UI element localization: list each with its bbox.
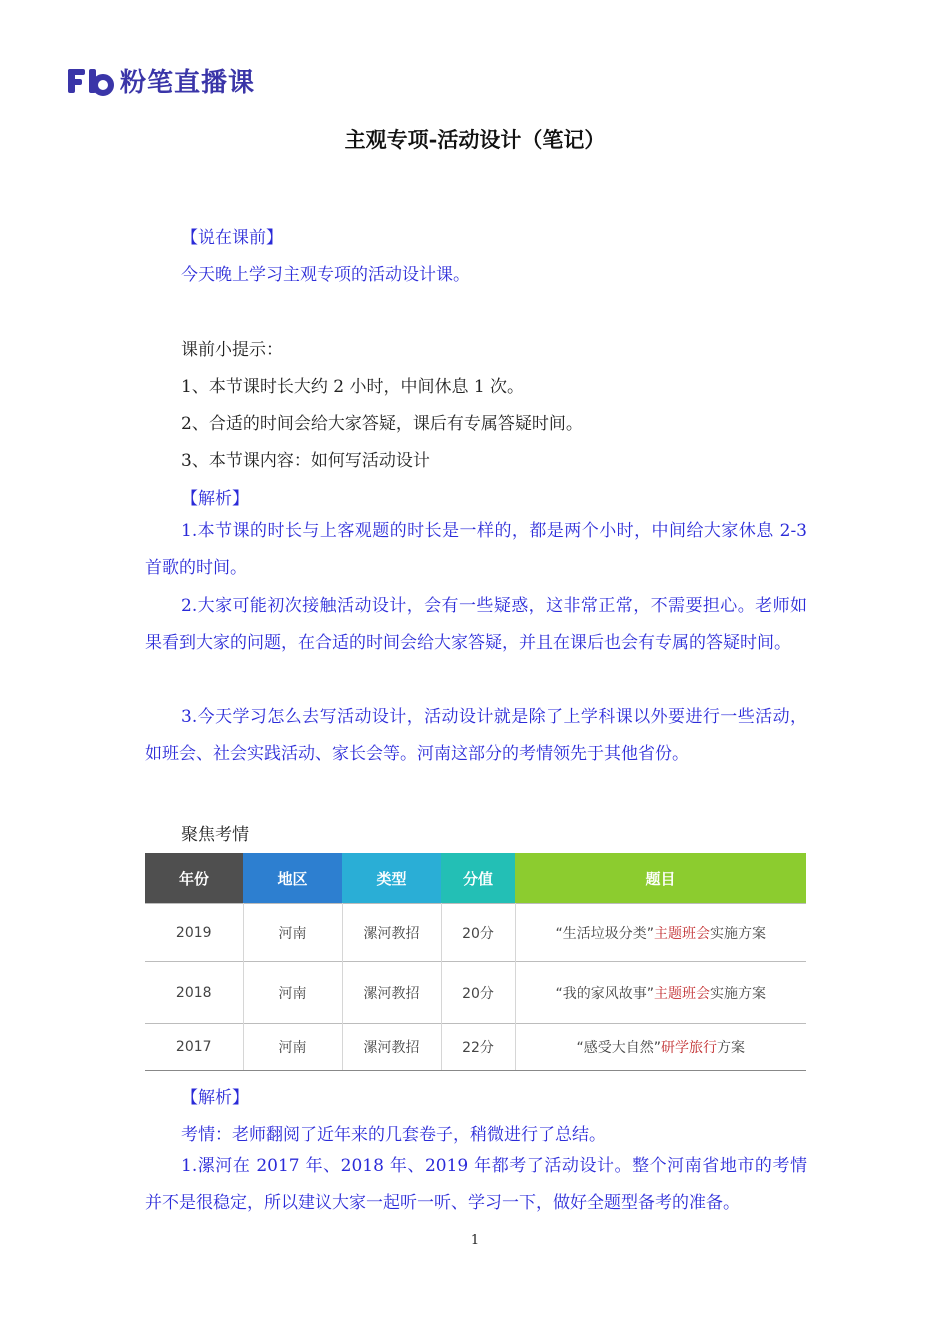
cell-topic — [515, 904, 806, 962]
topic-suffix: 实施方案 — [710, 925, 766, 942]
cell-type: 漯河教招 — [342, 962, 441, 1024]
tip-item: 1、本节课时长大约 2 小时，中间休息 1 次。 — [181, 377, 525, 397]
col-header-year: 年份 — [145, 853, 243, 904]
analysis2-paragraph: 1.漯河在 2017 年、2018 年、2019 年都考了活动设计。整个河南省地市的考情并不是很稳定，所以建议大家一起听一听、学习一下，做好全题型备考的准备。 — [145, 1156, 807, 1213]
cell-region: 河南 — [243, 1024, 342, 1071]
cell-topic — [515, 962, 806, 1024]
col-header-topic: 题目 — [515, 853, 806, 904]
topic-highlight: 主题班会 — [654, 985, 710, 1002]
intro-text: 今天晚上学习主观专项的活动设计课。 — [181, 265, 470, 285]
col-header-type: 类型 — [342, 853, 441, 904]
analysis-paragraph: 1.本节课的时长与上客观题的时长是一样的，都是两个小时，中间给大家休息 2-3 首歌的时间。 — [145, 521, 807, 578]
table-row — [145, 1024, 806, 1071]
tips-heading: 课前小提示： — [181, 340, 283, 360]
document-title: 主观专项-活动设计（笔记） — [344, 127, 606, 152]
analysis-heading: 【解析】 — [181, 489, 249, 509]
topic-highlight: 主题班会 — [654, 925, 710, 942]
analysis2-heading: 【解析】 — [181, 1088, 249, 1108]
cell-year: 2017 — [145, 1024, 243, 1071]
topic-suffix: 实施方案 — [710, 985, 766, 1002]
topic-prefix: “我的家风故事” — [555, 985, 654, 1002]
exam-table — [145, 853, 806, 1071]
focus-heading: 聚焦考情 — [181, 825, 249, 845]
fb-logo-icon — [66, 66, 114, 96]
cell-type: 漯河教招 — [342, 1024, 441, 1071]
tip-item: 3、本节课内容：如何写活动设计 — [181, 451, 430, 471]
cell-score: 20分 — [441, 904, 515, 962]
analysis2-intro: 考情：老师翻阅了近年来的几套卷子，稍微进行了总结。 — [181, 1125, 606, 1145]
col-header-score: 分值 — [441, 853, 515, 904]
cell-year: 2018 — [145, 962, 243, 1024]
cell-score: 20分 — [441, 962, 515, 1024]
cell-score: 22分 — [441, 1024, 515, 1071]
table-row — [145, 962, 806, 1024]
cell-region: 河南 — [243, 962, 342, 1024]
table-header-row — [145, 853, 806, 904]
table-row — [145, 904, 806, 962]
cell-year: 2019 — [145, 904, 243, 962]
page-number: 1 — [470, 1233, 480, 1248]
brand-name: 粉笔直播课 — [120, 68, 256, 98]
cell-type: 漯河教招 — [342, 904, 441, 962]
cell-region: 河南 — [243, 904, 342, 962]
analysis-paragraph: 2.大家可能初次接触活动设计，会有一些疑惑，这非常正常，不需要担心。老师如果看到大家的问题，在合适的时间会给大家答疑，并且在课后也会有专属的答疑时间。 — [145, 596, 807, 653]
topic-prefix: “感受大自然” — [576, 1040, 661, 1056]
topic-suffix: 方案 — [717, 1040, 745, 1056]
col-header-region: 地区 — [243, 853, 342, 904]
topic-highlight: 研学旅行 — [661, 1040, 717, 1056]
brand-logo — [66, 62, 255, 99]
cell-topic — [515, 1024, 806, 1071]
intro-heading: 【说在课前】 — [181, 228, 283, 248]
tip-item: 2、合适的时间会给大家答疑，课后有专属答疑时间。 — [181, 414, 583, 434]
topic-prefix: “生活垃圾分类” — [555, 925, 654, 942]
analysis-paragraph: 3.今天学习怎么去写活动设计，活动设计就是除了上学科课以外要进行一些活动，如班会、社会实践活动、家长会等。河南这部分的考情领先于其他省份。 — [145, 707, 807, 764]
